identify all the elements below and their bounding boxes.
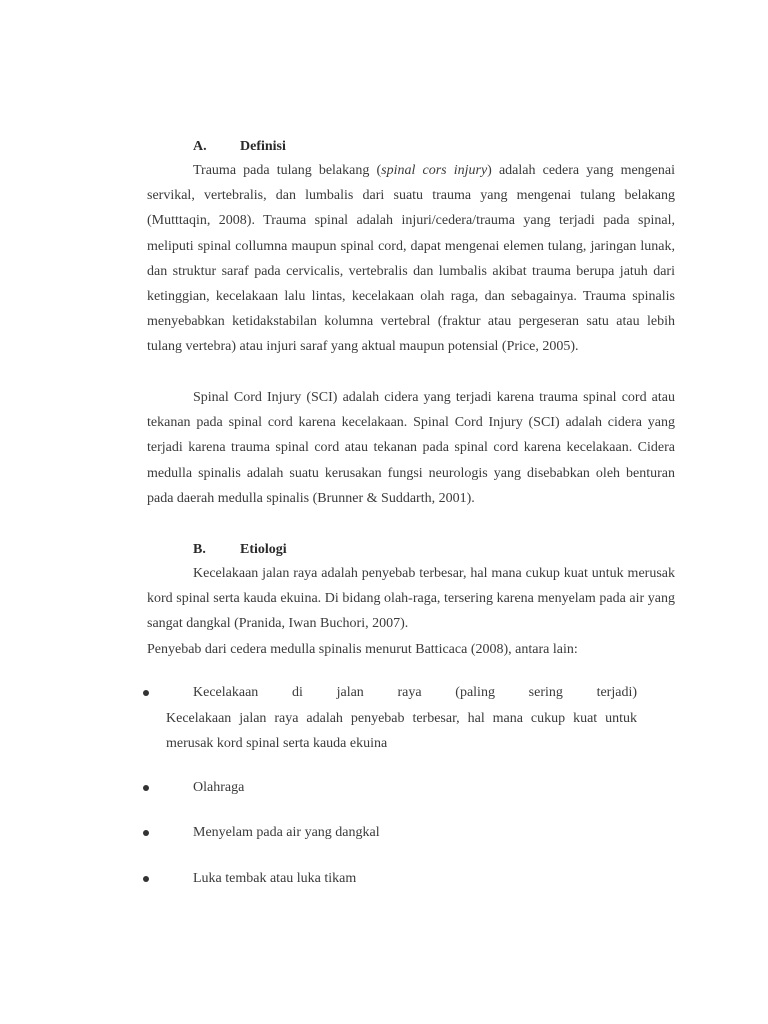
- bullet-dot-icon: [143, 830, 149, 836]
- section-a-paragraph-1-rest: ) adalah cedera yang mengenai servikal, vertebralis, dan lumbalis dari suatu trauma yang mengenai tulang belakang (Mutttaqin, 2008). Trauma spinal adalah injuri/cedera/trauma yang terjadi pada spinal, meliputi spinal collumna maupun spinal cord, dapat mengenai elemen tulang, jaringan lunak, dan struktur saraf pada cervicalis, vertebralis dan lumbalis akibat trauma berupa jatuh dari ketinggian, kecelakaan lalu lintas, kecelakaan olah raga, dan sebagainya. Trauma spinalis menyebabkan ketidakstabilan kolumna vertebral (fraktur atau pergeseran satu atau lebih tulang vertebra) atau injuri saraf yang aktual maupun potensial (Price, 2005).: [147, 163, 675, 355]
- section-a-paragraph-1-start: Trauma pada tulang belakang (: [193, 163, 382, 178]
- section-a-paragraph-2: Spinal Cord Injury (SCI) adalah cidera yang terjadi karena trauma spinal cord atau tekanan pada spinal cord karena kecelakaan. Spinal Cord Injury (SCI) adalah cidera yang terjadi karena trauma spinal cord atau tekanan pada spinal cord karena kecelakaan. Cidera medulla spinalis adalah suatu kerusakan fungsi neurologis yang disebabkan oleh benturan pada daerah medulla spinalis (Brunner & Suddarth, 2001).: [147, 390, 675, 506]
- bullet-item-2: Olahraga: [193, 780, 245, 795]
- section-a-paragraph-1-italic: spinal cors injury: [381, 163, 488, 178]
- section-b-title: Etiologi: [240, 542, 287, 557]
- bullet-item-1-title: Kecelakaan di jalan raya (paling sering terjadi): [193, 685, 637, 700]
- bullet-item-1-detail: Kecelakaan jalan raya adalah penyebab terbesar, hal mana cukup kuat untuk merusak kord spinal serta kauda ekuina: [166, 711, 637, 752]
- section-a-title: Definisi: [240, 139, 286, 154]
- bullet-item-4: Luka tembak atau luka tikam: [193, 871, 357, 886]
- section-b-number: B.: [193, 542, 206, 557]
- section-b-paragraph-2: Penyebab dari cedera medulla spinalis menurut Batticaca (2008), antara lain:: [147, 642, 578, 657]
- section-a-paragraph-1: [147, 158, 675, 360]
- section-a-number: A.: [193, 139, 207, 154]
- section-b-paragraph-1: Kecelakaan jalan raya adalah penyebab terbesar, hal mana cukup kuat untuk merusak kord spinal serta kauda ekuina. Di bidang olah-raga, tersering karena menyelam pada air yang sangat dangkal (Pranida, Iwan Buchori, 2007).: [147, 566, 675, 632]
- bullet-dot-icon: [143, 876, 149, 882]
- bullet-item-3: Menyelam pada air yang dangkal: [193, 825, 380, 840]
- bullet-dot-icon: [143, 690, 149, 696]
- bullet-dot-icon: [143, 785, 149, 791]
